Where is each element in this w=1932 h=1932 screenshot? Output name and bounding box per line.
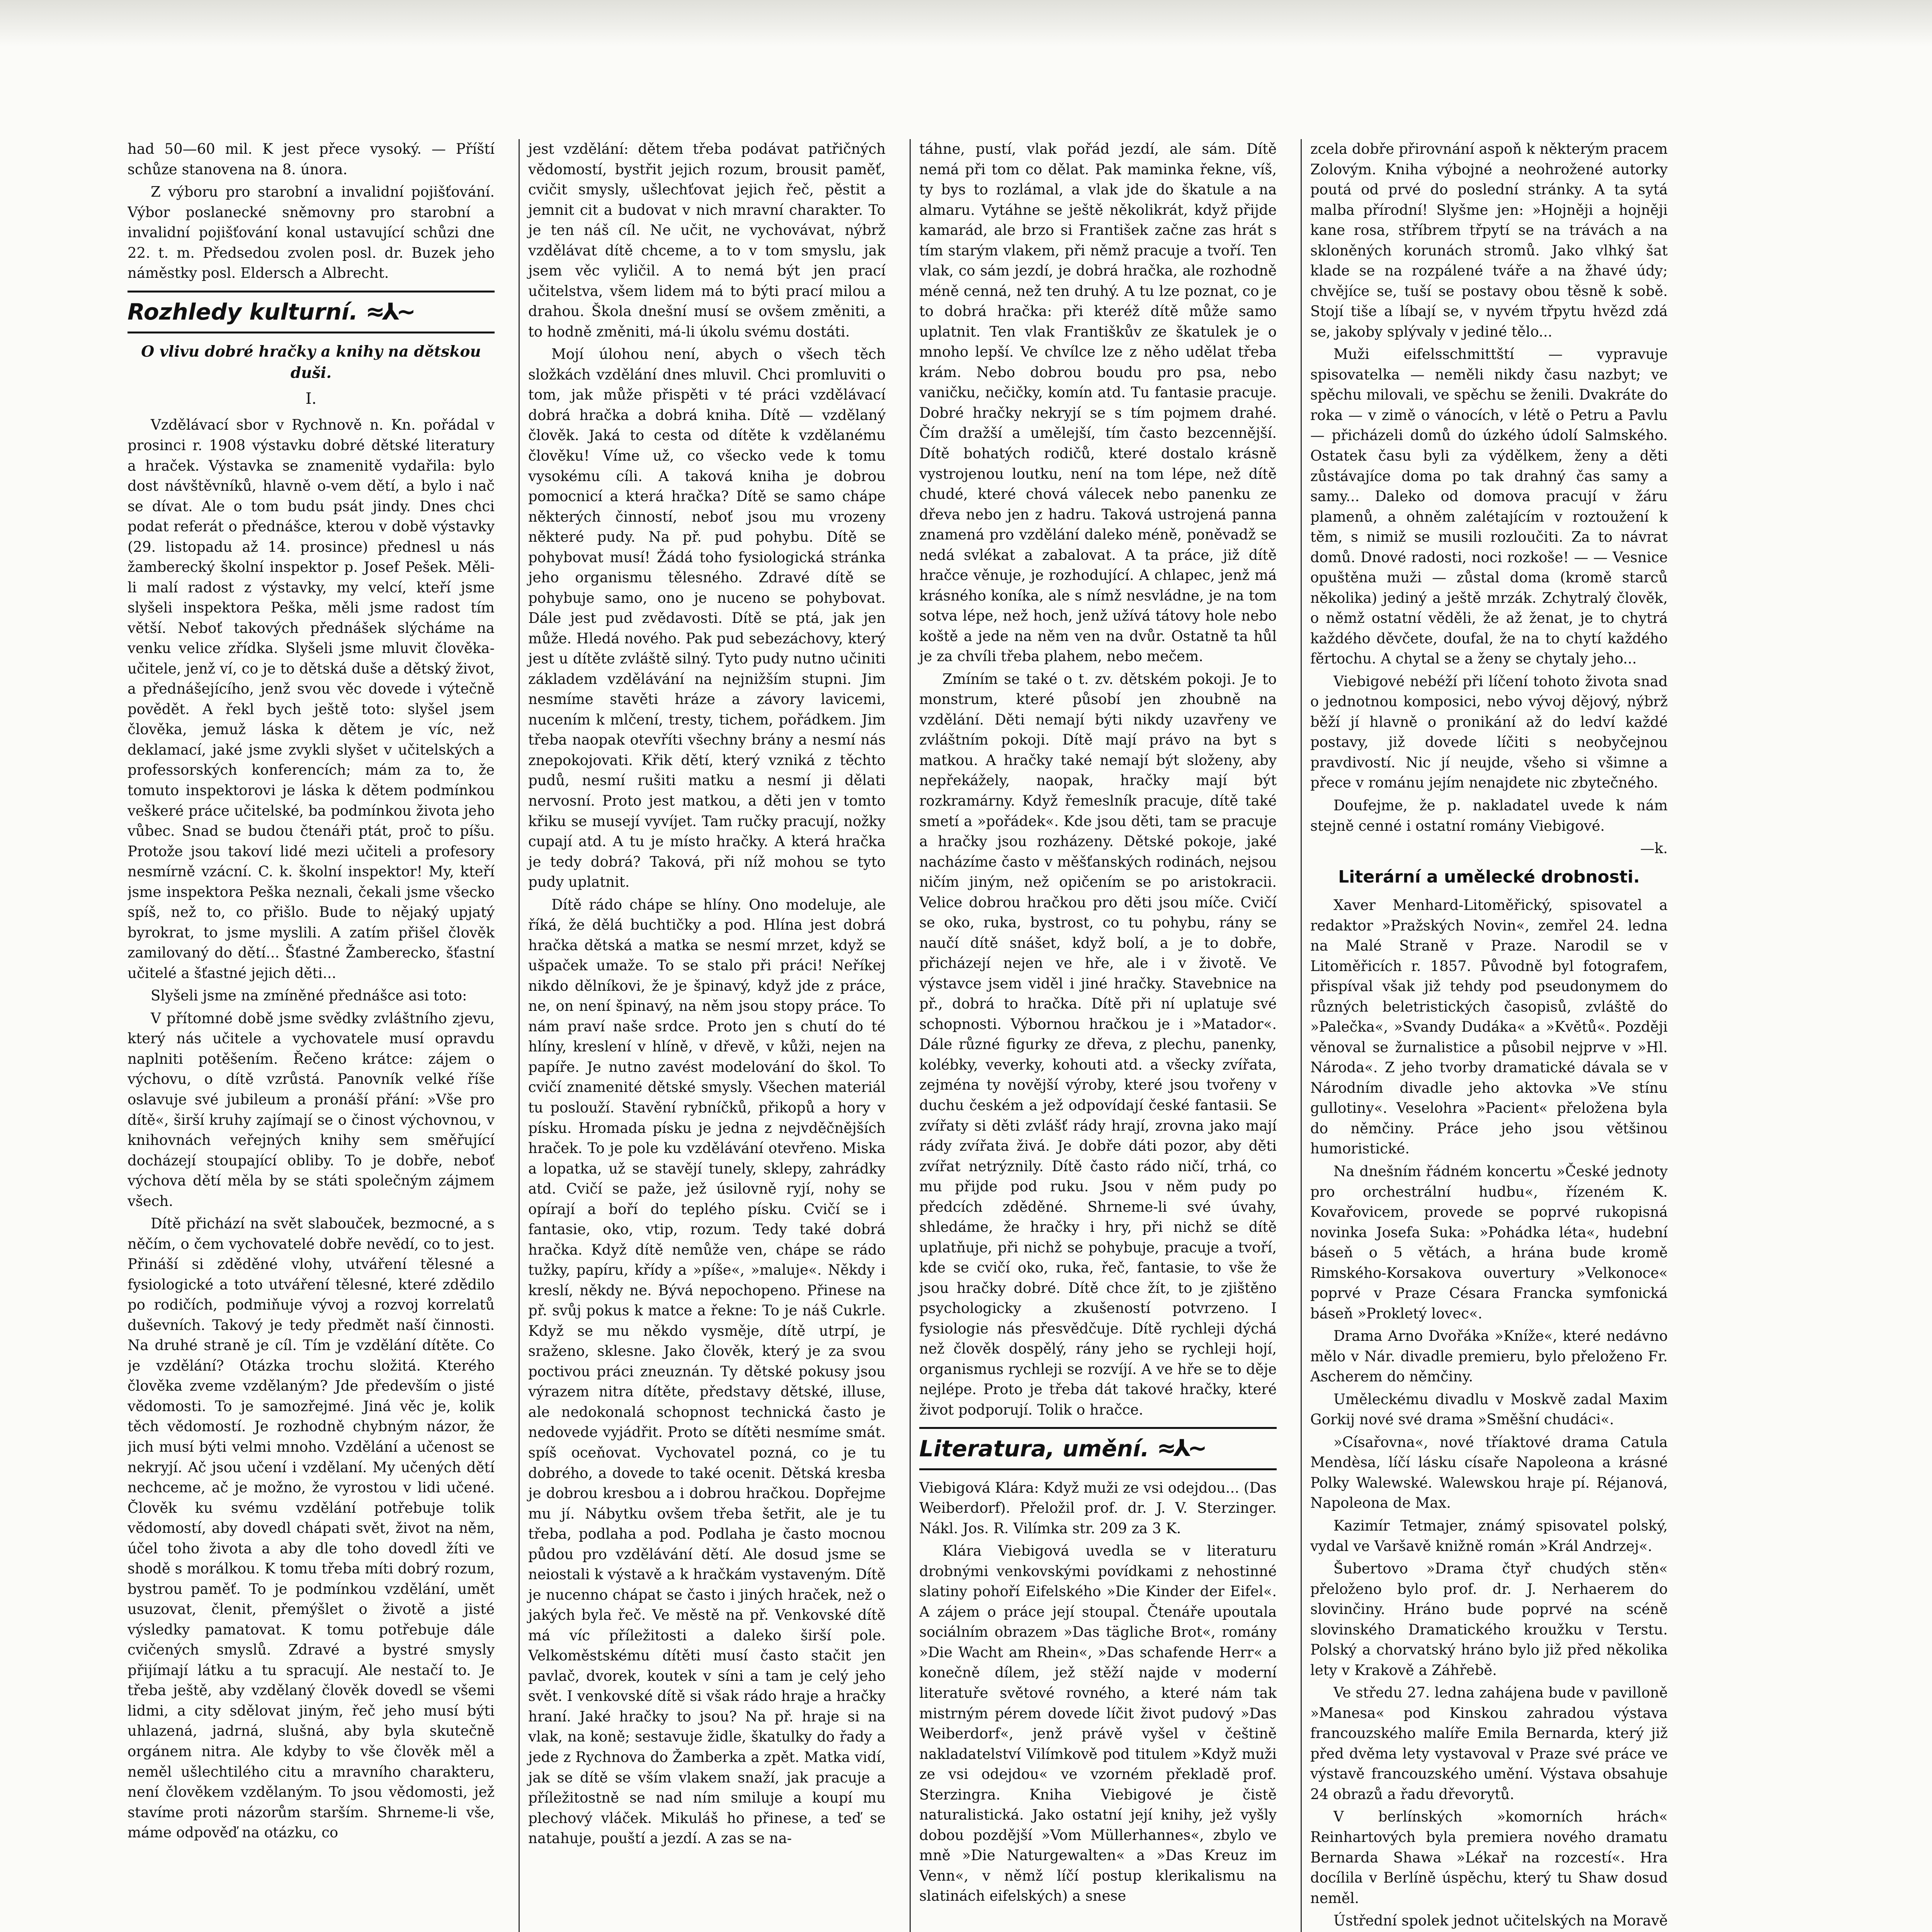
paragraph: Muži eifelsschmittští — vypravuje spisovatelka — neměli nikdy času nazbyt; ve spěchu milovali, ve spěchu se ženili. Dvakráte do roka — v zimě o vánocích, v létě o Petru a Pavlu — přicházeli domů do úzkého údolí Salmského. Ostatek času byli za výdělkem, ženy a děti zůstávajíce doma po tak drahný čas samy a samy... Daleko od domova pracují v žáru plamenů, a ohněm zalétajícím v roztoužení k těm, s nimiž se musili rozloučiti. Za to návrat domů. Dnové radosti, noci rozkoše! — — Vesnice opuštěna muži — zůstal doma (kromě starců několika) jediný a ještě mrzák. Zchytralý člověk, o němž ostatní věděli, že až ženat, je to chytrá každého děvčete, doufal, že na to chytí každého fěrtochu. A chytal se a ženy se chytaly jeho... [1310, 346, 1668, 667]
paragraph: táhne, pustí, vlak pořád jezdí, ale sám. Dítě nemá při tom co dělat. Pak maminka řekne, víš, ty bys to rozlámal, a vlak jde do škatule a na almaru. Vytáhne se ještě několikrát, když přijde kamarád, ale brzo si František začne zas hrát s tím starým vlakem, při němž pracuje a tvoří. Ten vlak, co sám jezdí, je dobrá hračka, ale rozhodně méně cenná, než ten druhý. A tu lze poznat, co je to dobrá hračka: při kteréž dítě může samo uplatnit. Ten vlak Františkův ze škatulek je o mnoho lepší. Ve chvílce lze z něho udělat třeba krám. Nebo dobrou boudu pro psa, nebo vaničku, nečičky, komín atd. Tu fantasie pracuje. Dobré hračky nekryjí se s tím pojmem drahé. Čím dražší a umělejší, tím často bezcennější. Dítě bohatých rodičů, které dostalo krásně vystrojenou loutku, není na tom lépe, než dítě chudé, které chová válecek nebo panenku ze dřeva nebo jen z hadru. Taková ustrojená panna znamená pro vzdělání daleko méně, poněvadž se nedá svlékat a zabalovat. A ta práce, již dítě hračce věnuje, je rozhodující. A chlapec, jenž má krásného koníka, ale s nímž nesvládne, je na tom sotva lépe, než hoch, jenž užívá tátovy hole nebo koště a jede na něm ven na dvůr. Ostatně ta hůl je za chvíli třeba plahem, nebo mečem. [919, 141, 1277, 665]
paragraph: Uměleckému divadlu v Moskvě zadal Maxim Gorkij nové své drama »Směšní chudáci«. [1310, 1391, 1668, 1428]
page-top-edge [0, 0, 1932, 46]
paragraph: Viebigová Klára: Když muži ze vsi odejdou... (Das Weiberdorf). Přeložil prof. dr. J. V. Sterzinger. Nákl. Jos. R. Vilímka str. 209 za 3 K. [919, 1479, 1277, 1537]
paragraph: »Císařovna«, nové tříaktové drama Catula Mendèsa, líčí lásku císaře Napoleona a krásné Polky Walewské. Walewskou hraje pí. Réjanová, Napoleona de Max. [1310, 1434, 1668, 1512]
paragraph: Slyšeli jsme na zmíněné přednášce asi toto: [151, 987, 467, 1004]
paragraph: Klára Viebigová uvedla se v literaturu drobnými venkovskými povídkami z nehostinné slatiny pohoří Eifelského »Die Kinder der Eifel«. A zájem o práce její stoupal. Čtenáře upoutala sociálním obrazem »Das tägliche Brot«, romány »Die Wacht am Rhein«, »Das schafende Herr« a konečně dílem, jež stěží najde v moderní literatuře světové rovného, a které nám tak mistrným pérem dovede líčit život pudový »Das Weiberdorf«, jenž právě vyšel v češtině nakladatelství Vilímkově pod titulem »Když muži ze vsi odejdou« ve vzorném překladě prof. Sterzingra. Kniha Viebigové je čistě naturalistická. Jako ostatní její knihy, jež vyšly dobou pozdější »Vom Müllerhannes«, zbylo ve mně »Die Naturgewalten« a »Das Kreuz im Venn«, v němž líčí postup klerikalismu na slatinách eifelských) a snese [919, 1543, 1277, 1905]
paragraph: Na dnešním řádném koncertu »České jednoty pro orchestrální hudbu«, řízeném K. Kovařovicem, provede se poprvé rukopisná novinka Josefa Suka: »Pohádka léta«, hudební báseň o 5 větách, a hrána bude kromě Rimského-Korsakova ouvertury »Velkonoce« poprvé v Praze Césara Francka symfonická báseň »Prokletý lovec«. [1310, 1163, 1668, 1322]
section-subheader: Literární a umělecké drobnosti. [1338, 867, 1640, 887]
column-2 [519, 139, 894, 1932]
flourish-icon: ≈⅄~ [1156, 1435, 1204, 1462]
paragraph: Z výboru pro starobní a invalidní pojišťování. Výbor poslanecké sněmovny pro starobní a invalidní pojišťování konal ustavující schůzi dne 22. t. m. Předsedou zvolen posl. dr. Buzek jeho náměstky posl. Eldersch a Albrecht. [128, 184, 495, 282]
newspaper-page [128, 139, 1932, 1932]
flourish-icon: ≈⅄~ [365, 298, 413, 325]
column-4 [1301, 139, 1676, 1932]
paragraph: Šubertovo »Drama čtyř chudých stěn« přeloženo bylo prof. dr. J. Nerhaerem do slovinčiny. Hráno bude poprvé na scéně slovinského Dramatického kroužku v Terstu. Polský a chorvatský hráno bylo již před několika lety v Krakově a Záhřebě. [1310, 1560, 1668, 1679]
paragraph: zcela dobře přirovnání aspoň k některým pracem Zolovým. Kniha výbojné a neohrožené autorky poutá od prvé do poslední stránky. A ta sytá malba přírodní! Slyšme jen: »Hojněji a hojněji kane rosa, stříbrem třpytí se na trávách a na skloněných korunách stromů. Jako vlhký šat klade se na rozpálené tváře a na žhavé údy; chvějíce se, tuší se postavy obou těsně k sobě. Stojí tiše a líbají se, v nyvém třpytu hvězd zdá se, jakoby splývaly v jediné tělo... [1310, 141, 1668, 340]
paragraph: Dítě rádo chápe se hlíny. Ono modeluje, ale říká, že dělá buchtičky a pod. Hlína jest dobrá hračka dětská a matka se nesmí mrzet, když se ušpaček umaže. To se stalo při práci! Neříkej nikdo dělníkovi, že je špinavý, když jde z práce, ne, on není špinavý, na něm jsou stopy práce. To nám praví naše srdce. Proto jen s chutí do té hlíny, kreslení v hlíně, v dřevě, v kůži, nejen na papíře. Je nutno zavést modelování do škol. To cvičí znamenité dětské smysly. Všechen materiál tu poslouží. Stavění rybníčků, přikopů a hory v písku. Hromada písku je jedna z nejvděčnějších hraček. To je pole ku vzdělávání otevřeno. Miska a lopatka, už se stavějí tunely, sklepy, zahrádky atd. Cvičí se paže, jež úsilovně ryjí, nohy se opírají a boří do teplého písku. Cvičí se i fantasie, oko, vtip, rozum. Tedy také dobrá hračka. Když dítě nemůže ven, chápe se rádo tužky, papíru, křídy a »píše«, »maluje«. Někdy i kreslí, někdy ne. Bývá nepochopeno. Přinese na př. svůj pokus k matce a řekne: To je náš Cukrle. Když se mu někdo vysměje, dítě utrpí, je sraženo, sklesne. Jako člověk, který je za svou poctivou práci zneuznán. Ty dětské pokusy jsou výrazem nitra dítěte, představy dětské, illuse, ale nedokonalá schopnost technická často je nedovede vyjádřit. Proto se dítěti nesmíme smát. spíš oceňovat. Vychovatel pozná, co je tu dobrého, a dovede to také ocenit. Dětská kresba je dobrou kresbou a i dobrou hračkou. Dopřejme mu jí. Nábytku ovšem třeba šetřit, ale je tu třeba, podlaha a pod. Podlaha je často mocnou půdou pro vzdělávání dětí. Ale dosud jsme se neiostali k výstavě a k hračkám vystaveným. Dítě je nucenno chápat se často i jiných hraček, než o jakých byla řeč. Ve městě na př. Venkovské dítě má víc příležitosti a daleko širší pole. Velkoměstskému dítěti musí často stačit jen pavlač, dvorek, koutek v síni a tam je celý jeho svět. I venkovské dítě si však rádo hraje a hračky hraní. Jaké hračky to jsou? Na př. hraje si na vlak, na koně; sestavuje židle, škatulky do řady a jede z Rychnova do Žamberka a zpět. Matka vidí, jak se dítě se vším vlakem snaží, jak pracuje a příležitostně se nad ním smiluje a koupí mu plechový vláček. Mikuláš ho přinese, a teď se natahuje, pouští a jezdí. A zas se na- [528, 896, 886, 1847]
section-title: Literatura, umění. [919, 1435, 1149, 1462]
paragraph: V berlínských »komorních hrách« Reinhartových byla premiera nového dramatu Bernarda Shawa »Lékař na rozcestí«. Hra docílila v Berlíně úspěchu, který tu Shaw dosud neměl. [1310, 1808, 1668, 1906]
paragraph: Mojí úlohou není, abych o všech těch složkách vzdělání dnes mluvil. Chci promluviti o tom, jak může přispěti v té práci vzdělávací dobrá hračka a dobrá kniha. Dítě — vzdělaný člověk. Jaká to cesta od dítěte k vzdělanému člověku! Víme už, co všecko vede k tomu vysokému cíli. A taková kniha je dobrou pomocnicí a která hračka? Dítě se samo chápe některých činností, neboť jsou mu vrozeny některé pudy. Na př. pud pohybu. Dítě se pohybovat musí! Žádá toho fysiologická stránka jeho organismu tělesného. Zdravé dítě se pohybuje samo, ono je nuceno se pohybovat. Dále jest pud zvědavosti. Dítě se ptá, jak jen může. Hledá nového. Pak pud sebezáchovy, který jest u dítěte zvláště silný. Tyto pudy nutno učiniti základem vzdělávání na nejnižším stupni. Jim nesmíme stavěti hráze a závory lavicemi, nucením k mlčení, tresty, tichem, pořádkem. Jim třeba naopak otevříti všechny brány a nesmí nás znepokojovati. Křik dětí, který vzniká z těchto pudů, nesmí rušiti matku a nesmí ji dělati nervosní. Proto jest matkou, a děti jen v tomto křiku se musejí vyvíjet. Tam ručky pracují, nožky cupají atd. A tu je místo hračky. A která hračka je tedy dobrá? Taková, při níž mohou se tyto pudy uplatnit. [528, 346, 886, 891]
paragraph: Vzdělávací sbor v Rychnově n. Kn. pořádal v prosinci r. 1908 výstavku dobré dětské literatury a hraček. Výstavka se znamenitě vydařila: bylo dost návštěvníků, hlavně o-vem dětí, a bylo i nač se dívat. Ale o tom budu psát jindy. Dnes chci podat referát o přednášce, kterou v době výstavky (29. listopadu až 14. prosince) přednesl u nás žamberecký školní inspektor p. Josef Pešek. Měli-li malí radost z výstavky, my velcí, kteří jsme slyšeli inspektora Peška, měli jsme radost tím větší. Neboť takových přednášek slýcháme na venku velice zřídka. Slyšeli jsme mluvit člověka-učitele, jenž ví, co je to dětská duše a dětský život, a přednášejícího, jenž svou věc dovede i výtečně povědět. A řekl bych ještě toto: slyšel jsem člověka, jemuž láska k dětem je víc, než deklamací, jaké jsme zvykli slyšet v učitelských a professorských konferencích; mám za to, že tomuto inspektorovi je láska k dětem podmínkou veškeré práce učitelské, ba podmínkou života jeho vůbec. Snad se budou čtenáři ptát, proč to píšu. Protože jsou takoví lidé mezi učiteli a profesory nesmírně vzácní. C. k. školní inspektor! My, kteří jsme inspektora Peška neznali, čekali jsme všecko spíš, než to, co přišlo. Bude to nějaký upjatý byrokrat, to jsme myslili. A zatím přišel člověk zamilovaný do dětí... Šťastné Žamberecko, šťastní učitelé a šťastné jejich děti... [128, 417, 495, 981]
section-title: Rozhledy kulturní. [128, 299, 358, 325]
paragraph: Drama Arno Dvořáka »Kníže«, které nedávno mělo v Nár. divadle premieru, bylo přeloženo Fr. Ascherem do němčiny. [1310, 1328, 1668, 1385]
paragraph: V přítomné době jsme svědky zvláštního zjevu, který nás učitele a vychovatele musí opravdu naplniti potěšením. Řečeno krátce: zájem o výchovu, o dítě vzrůstá. Panovník velké říše oslavuje své jubileum a pronáší přání: »Vše pro dítě«, širší kruhy zajímají se o činost výchovnou, v knihovnách veřejných knihy sem směřující docházejí stoupající obliby. To je dobře, neboť výchova dětí měla by se státi společným zájmem všech. [128, 1010, 495, 1209]
paragraph: Zmíním se také o t. zv. dětském pokoji. Je to monstrum, které působí jen zhoubně na vzdělání. Děti nemají býti nikdy uzavřeny ve zvláštním pokoji. Dítě mají právo na byt s matkou. A hračky také nemají být složeny, aby nepřekážely, naopak, hračky mají být rozkramárny. Když řemeslník pracuje, dítě také smetí a »pořádek«. Kde jsou děti, tam se pracuje a hračky jsou rozházeny. Dětské pokoje, jaké nacházíme často v měšťanských rodinách, nejsou ničím jiným, než opičením se po aristokracii. Velice dobrou hračkou pro děti jsou míče. Cvičí se oko, ruka, bystrost, co tu pohybu, rány se naučí dítě snášet, když bolí, a je to dobře, přicházejí nejen ve hře, ale i v životě. Ve výstavce jsem viděl i jiné hračky. Stavebnice na př., dobrá to hračka. Dítě při ní uplatuje své schopnosti. Výbornou hračkou je i »Matador«. Dále různé figurky ze dřeva, z plechu, panenky, kolébky, veverky, kohouti atd. a všecky zvířata, zejména ty novější výroby, které jsou tvořeny v duchu českém a jež odpovídají české fantasii. Se zvířaty si děti zvlášť rády hrají, zrovna jako mají rády zvířata živá. Je dobře dáti pozor, aby děti zvířat netrýznily. Dítě často rádo ničí, trhá, co mu přijde pod ruku. Jsou v něm pudy po předcích zděděné. Shrneme-li své úvahy, shledáme, že hračky i hry, při nichž se dítě uplatňuje, při nichž se pohybuje, pracuje a tvoří, kde se cvičí oko, ruka, řeč, fantasie, to vše že jsou hračky dobré. Dítě chce žít, to je zjištěno psychologicky a zkušeností potvrzeno. I fysiologie nás přesvědčuje. Dítě rychleji dýchá než člověk dospělý, rány jeho se rychleji hojí, organismus rychleji se rozvíjí. A ve hře se to děje nejlépe. Proto je třeba dát takové hračky, které život podporují. Tolik o hračce. [919, 670, 1277, 1418]
paragraph: had 50—60 mil. K jest přece vysoký. — Příští schůze stanovena na 8. února. [128, 141, 495, 178]
column-5-blank [1692, 139, 1932, 1932]
paragraph: Kazimír Tetmajer, známý spisovatel polský, vydal ve Varšavě knižně román »Král Andrzej«. [1310, 1517, 1668, 1554]
column-3 [910, 139, 1285, 1932]
paragraph: Xaver Menhard-Litoměřický, spisovatel a redaktor »Pražských Novin«, zemřel 24. ledna na Malé Straně v Praze. Narodil se v Litoměřicích r. 1857. Původně byl fotografem, přispíval však již tehdy pod pseudonymem do různých beletristických časopisů, zvláště do »Palečka«, »Svandy Dudáka« a »Květů«. Později věnoval se žurnalistice a působil nejprve v »Hl. Národa«. Z jeho tvorby dramatické dávala se v Národním divadle jeho aktovka »Ve stínu gullotiny«. Veselohra »Pacient« přeložena byla do němčiny. Práce jeho jsou většinou humoristické. [1310, 897, 1668, 1157]
paragraph: Doufejme, že p. nakladatel uvede k nám stejně cenné i ostatní romány Viebigové. [1310, 797, 1668, 834]
part-numeral: I. [305, 389, 317, 408]
paragraph: Viebigové nebéží při líčení tohoto života snad o jednotnou komposici, nebo vývoj dějový, nýbrž běží jí hlavně o pronikání až do ledví každé postavy, již dovede líčiti s neobyčejnou pravdivostí. Nic jí neujde, všeho si všimne a přece v románu jejím nenajdete nic zbytečného. [1310, 673, 1668, 791]
column-1 [128, 139, 503, 1932]
paragraph: jest vzdělání: dětem třeba podávat patřičných vědomostí, bystřit jejich rozum, brousit paměť, cvičit smysly, ušlechťovat jejich řeč, pěstit a jemnit cit a budovat v nich mravní charakter. To je ten náš cíl. Ne učit, ne vychovávat, nýbrž vzdělávat dítě chceme, a to v tom smyslu, jak jsem věc vyličil. A to nemá být jen prací učitelstva, všem lidem má to býti prací milou a drahou. Škola dnešní musí se ovšem změniti, a to hodně změniti, má-li úkolu svému dostáti. [528, 141, 886, 340]
signature: —k. [1640, 840, 1668, 857]
section-header-kulturni [128, 291, 495, 333]
paragraph: Ve středu 27. ledna zahájena bude v pavilloně »Manesa« pod Kinskou zahradou výstava francouzského malíře Emila Bernarda, který již před dvěma lety vystavoval v Praze své práce ve výstavě francouzského umění. Výstava obsahuje 24 obrazů a řadu dřevorytů. [1310, 1684, 1668, 1803]
section-header-literatura [919, 1427, 1277, 1470]
paragraph: Dítě přichází na svět slabouček, bezmocné, a s něčím, o čem vychovatelé dobře nevědí, co to jest. Přináší si zděděné vlohy, utváření tělesné a fysiologické a toto utváření tělesné, které zdědilo po rodičích, podmiňuje vývoj a rozvoj korrelatů duševních. Takový je tedy předmět naší činnosti. Na druhé straně je cíl. Tím je vzdělání dítěte. Co je vzdělání? Otázka trochu složitá. Kterého člověka zveme vzdělaným? Jde především o jisté vědomosti. To je samozřejmé. Jiná věc je, kolik těch vědomostí. Je rozhodně chybným názor, že jich musí býti velmi mnoho. Vzdělání a učenost se nekryjí. Ač jsou učení i vzdělaní. My učených dětí nechceme, ač je možno, že vyrostou v lidi učené. Člověk ku svému vzdělání potřebuje tolik vědomostí, aby dovedl chápati svět, život na něm, účel toho života a aby dle toho dovedl žíti ve shodě s morálkou. K tomu třeba míti dobrý rozum, bystrou paměť. To je podmínkou vzdělání, umět usuzovat, členit, přemýšlet o životě a jisté výsledky pamatovat. K tomu potřebuje dále cvičených smyslů. Zdravé a bystré smysly přijímají látku a tu spracují. Ale nestačí to. Je třeba ještě, aby vzdělaný člověk dovedl se všemi lidmi, a city sdělovat jiným, řeč jeho musí býti uhlazená, jadrná, slušná, aby byla skutečně orgánem nitra. Ale kdyby to vše člověk měl a neměl ušlechtilého citu a mravního charakteru, není člověkem vzdělaným. To jsou vědomosti, jež stavíme proti názorům starším. Shrneme-li vše, máme odpověď na otázku, co [128, 1215, 495, 1841]
article-title: O vlivu dobré hračky a knihy na dětskou duši. [141, 342, 481, 382]
paragraph: Ústřední spolek jednot učitelských na Moravě [1333, 1912, 1668, 1929]
